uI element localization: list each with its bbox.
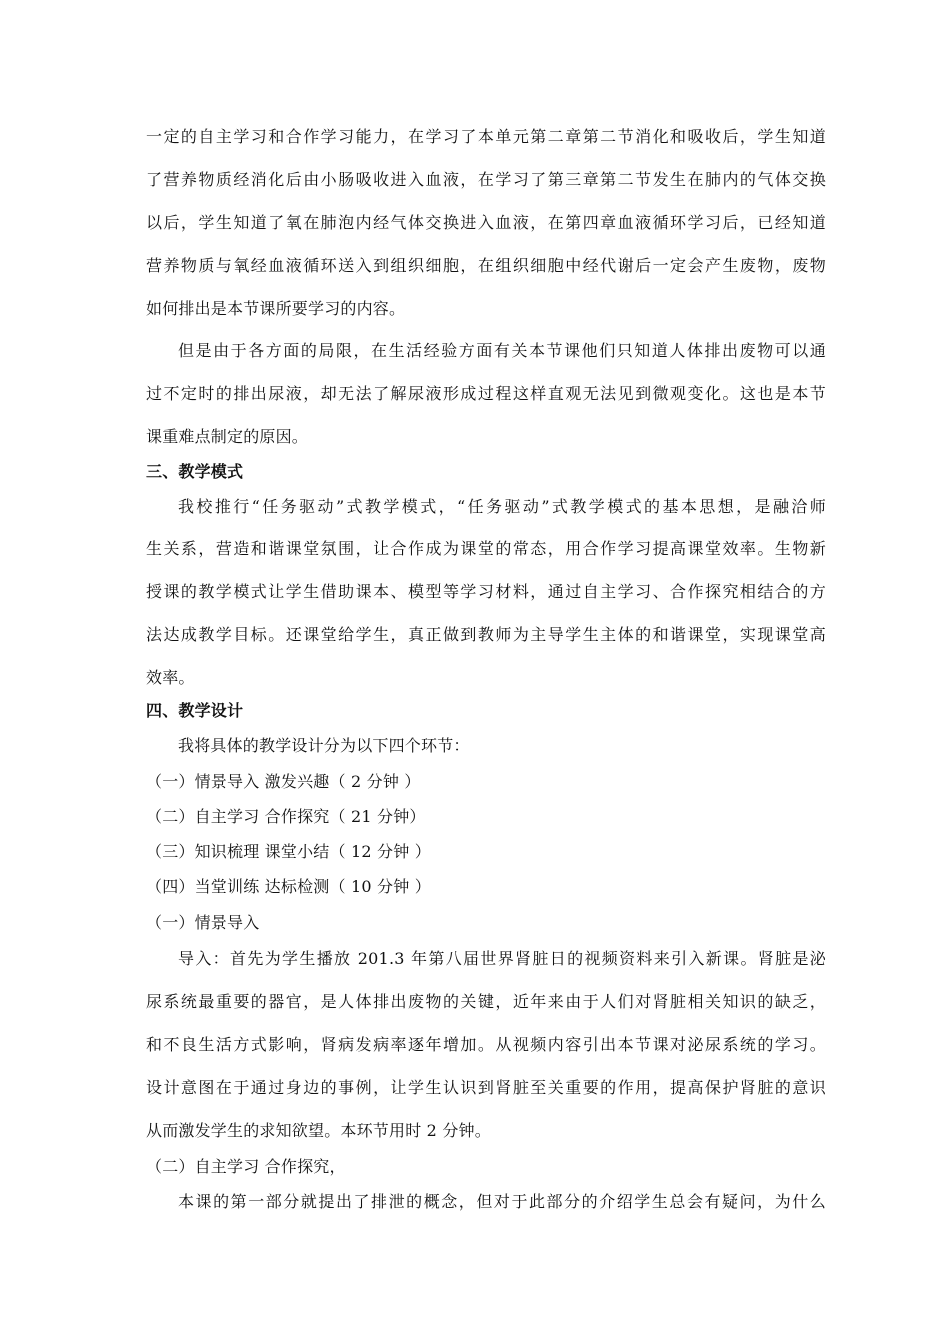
paragraph-line: 营养物质与氧经血液循环送入到组织细胞，在组织细胞中经代谢后一定会产生废物，废物 xyxy=(146,256,826,275)
subsection-heading: （一）情景导入 xyxy=(146,913,260,932)
subsection-heading: （二）自主学习 合作探究， xyxy=(146,1157,346,1176)
paragraph-line: 导入：首先为学生播放 201.3 年第八届世界肾脏日的视频资料来引入新课。肾脏是泌 xyxy=(178,949,826,968)
paragraph-line: 但是由于各方面的局限，在生活经验方面有关本节课他们只知道人体排出废物可以通 xyxy=(178,341,826,360)
paragraph-line: 设计意图在于通过身边的事例，让学生认识到肾脏至关重要的作用，提高保护肾脏的意识 xyxy=(146,1078,826,1097)
paragraph-line: 过不定时的排出尿液，却无法了解尿液形成过程这样直观无法见到微观变化。这也是本节 xyxy=(146,384,826,403)
paragraph-line: 了营养物质经消化后由小肠吸收进入血液，在学习了第三章第二节发生在肺内的气体交换 xyxy=(146,170,826,189)
list-item: （四）当堂训练 达标检测（ 10 分钟 ） xyxy=(146,877,431,896)
section-heading-teaching-mode: 三、教学模式 xyxy=(146,462,244,481)
paragraph-line: 生关系，营造和谐课堂氛围，让合作成为课堂的常态，用合作学习提高课堂效率。生物新 xyxy=(146,539,826,558)
paragraph-line: 法达成教学目标。还课堂给学生，真正做到教师为主导学生主体的和谐课堂，实现课堂高 xyxy=(146,625,826,644)
paragraph-line: 我将具体的教学设计分为以下四个环节： xyxy=(178,736,470,755)
paragraph-line: 课重难点制定的原因。 xyxy=(146,427,309,446)
paragraph-line: 我校推行“任务驱动”式教学模式，“任务驱动”式教学模式的基本思想，是融洽师 xyxy=(178,497,826,516)
paragraph-line: 一定的自主学习和合作学习能力，在学习了本单元第二章第二节消化和吸收后，学生知道 xyxy=(146,127,826,146)
paragraph-line: 如何排出是本节课所要学习的内容。 xyxy=(146,299,406,318)
list-item: （一）情景导入 激发兴趣（ 2 分钟 ） xyxy=(146,772,421,791)
paragraph-line: 以后，学生知道了氧在肺泡内经气体交换进入血液，在第四章血液循环学习后，已经知道 xyxy=(146,213,826,232)
list-item: （三）知识梳理 课堂小结（ 12 分钟 ） xyxy=(146,842,431,861)
paragraph-line: 效率。 xyxy=(146,668,195,687)
paragraph-line: 从而激发学生的求知欲望。本环节用时 2 分钟。 xyxy=(146,1121,491,1140)
section-heading-teaching-design: 四、教学设计 xyxy=(146,701,244,720)
list-item: （二）自主学习 合作探究（ 21 分钟） xyxy=(146,807,426,826)
paragraph-line: 和不良生活方式影响，肾病发病率逐年增加。从视频内容引出本节课对泌尿系统的学习。 xyxy=(146,1035,826,1054)
paragraph-line: 授课的教学模式让学生借助课本、模型等学习材料，通过自主学习、合作探究相结合的方 xyxy=(146,582,826,601)
paragraph-line: 尿系统最重要的器官，是人体排出废物的关键，近年来由于人们对肾脏相关知识的缺乏， xyxy=(146,992,826,1011)
paragraph-line: 本课的第一部分就提出了排泄的概念，但对于此部分的介绍学生总会有疑问，为什么 xyxy=(178,1192,826,1211)
